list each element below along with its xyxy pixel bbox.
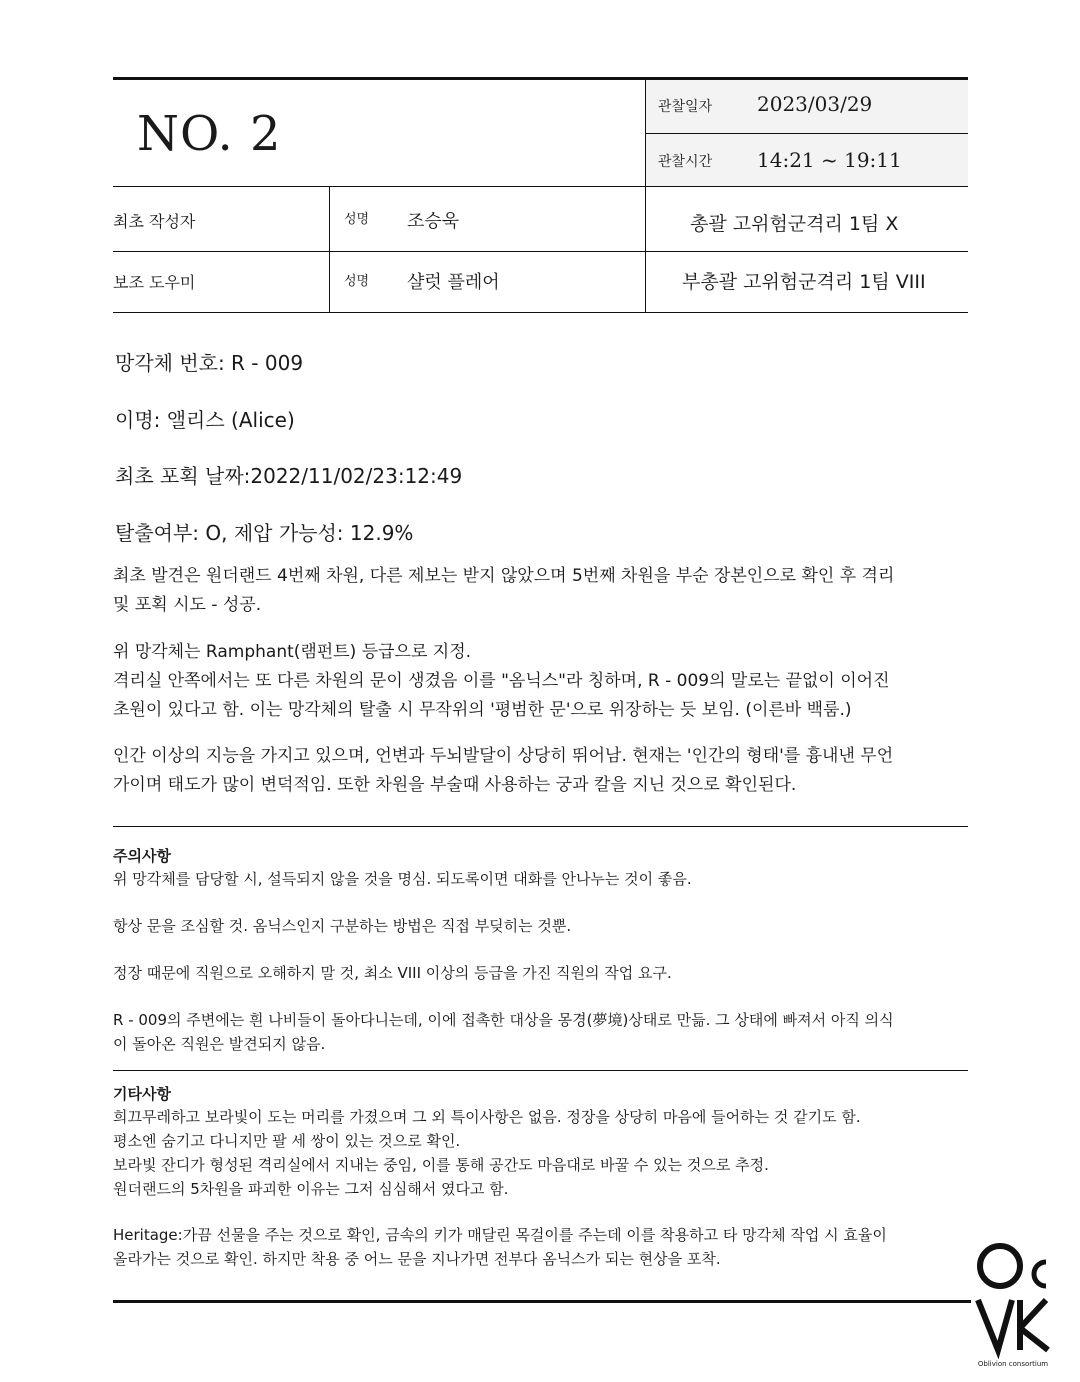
- text-line: 초원이 있다고 함. 이는 망각체의 탈출 시 무작위의 '평범한 문'으로 위장하는 듯 보임. (이른바 백룸.): [113, 700, 852, 720]
- observation-time: 14:21 ~ 19:11: [757, 148, 902, 172]
- text-line: 격리실 안쪽에서는 또 다른 차원의 문이 생겼음 이를 "옴닉스"라 칭하며, R - 009의 말로는 끝없이 이어진: [113, 671, 890, 691]
- staff-role: 최초 작성자: [113, 212, 196, 231]
- caution-line: 이 돌아온 직원은 발견되지 않음.: [113, 1035, 326, 1053]
- misc-line: 희끄무레하고 보라빛이 도는 머리를 가졌으며 그 외 특이사항은 없음. 정장을 상당히 마음에 들어하는 것 같기도 함.: [113, 1108, 861, 1126]
- text-line: 및 포획 시도 - 성공.: [113, 595, 262, 615]
- body-paragraph-1: [113, 562, 973, 620]
- logo-caption: Oblivion consortium: [977, 1360, 1049, 1368]
- text-line: 위 망각체는 Ramphant(램펀트) 등급으로 지정.: [113, 642, 472, 662]
- observation-date-label: 관찰일자: [658, 99, 713, 115]
- observation-date: 2023/03/29: [757, 92, 873, 116]
- body-paragraph-2: [113, 638, 973, 725]
- document-number: NO. 2: [137, 106, 282, 162]
- body-paragraph-3: [113, 742, 973, 800]
- misc-line: 평소엔 숨기고 다니지만 팔 세 쌍이 있는 것으로 확인.: [113, 1132, 461, 1150]
- staff-title: 총괄 고위험군격리 1팀 X: [690, 213, 899, 235]
- ocvk-logo-icon: [972, 1238, 1054, 1378]
- misc-rule: [113, 1070, 968, 1071]
- text-line: 가이며 태도가 많이 변덕적임. 또한 차원을 부술때 사용하는 궁과 칼을 지닌 것으로 확인된다.: [113, 775, 797, 795]
- subject-number: 망각체 번호: R - 009: [115, 351, 304, 375]
- caution-line: R - 009의 주변에는 흰 나비들이 돌아다니는데, 이에 접촉한 대상을 몽경(夢境)상태로 만듦. 그 상태에 빠져서 아직 의식: [113, 1011, 894, 1029]
- text-line: 최초 발견은 원더랜드 4번째 차원, 다른 제보는 받지 않았으며 5번째 차원을 부순 장본인으로 확인 후 격리: [113, 566, 895, 586]
- staff-role: 보조 도우미: [113, 273, 196, 292]
- staff-name: 샬럿 플레어: [407, 272, 500, 293]
- subject-capture-date: 최초 포획 날짜:2022/11/02/23:12:49: [115, 464, 463, 488]
- staff-title: 부총괄 고위험군격리 1팀 VIII: [682, 271, 926, 293]
- header-bottom-rule: [113, 186, 968, 187]
- text-line: 인간 이상의 지능을 가지고 있으며, 언변과 두뇌발달이 상당히 뛰어남. 현재는 '인간의 형태'를 흉내낸 무언: [113, 746, 894, 766]
- staff-divider: [329, 187, 330, 312]
- misc-line: 원더랜드의 5차원을 파괴한 이유는 그저 심심해서 였다고 함.: [113, 1180, 509, 1198]
- ocvk-logo-graphic: [972, 1238, 1054, 1378]
- staff-name-label: 성명: [344, 212, 370, 227]
- staff-divider-right: [645, 187, 646, 312]
- staff-bottom-rule: [113, 312, 968, 313]
- observation-time-label: 관찰시간: [658, 154, 713, 170]
- cautions-title: 주의사항: [113, 847, 171, 865]
- misc-line: 올라가는 것으로 확인. 하지만 착용 중 어느 문을 지나가면 전부다 옴닉스가 되는 현상을 포착.: [113, 1250, 721, 1268]
- staff-name-label: 성명: [344, 274, 370, 289]
- staff-name: 조승욱: [407, 211, 460, 232]
- misc-line: Heritage:가끔 선물을 주는 것으로 확인, 금속의 키가 매달린 목걸이를 주는데 이를 착용하고 타 망각체 작업 시 효율이: [113, 1226, 887, 1244]
- header-top-rule: [113, 77, 968, 80]
- footer-rule: [113, 1300, 971, 1303]
- caution-line: 정장 때문에 직원으로 오해하지 말 것, 최소 VIII 이상의 등급을 가진 직원의 작업 요구.: [113, 964, 672, 982]
- staff-row-rule: [113, 251, 968, 252]
- misc-title: 기타사항: [113, 1085, 171, 1103]
- header-inner-rule: [645, 133, 968, 134]
- caution-line: 위 망각체를 담당할 시, 설득되지 않을 것을 명심. 되도록이면 대화를 안나누는 것이 좋음.: [113, 870, 692, 888]
- caution-line: 항상 문을 조심할 것. 옴닉스인지 구분하는 방법은 직접 부딪히는 것뿐.: [113, 917, 572, 935]
- subject-escape: 탈출여부: O, 제압 가능성: 12.9%: [115, 521, 414, 545]
- subject-alias: 이명: 앨리스 (Alice): [115, 408, 295, 432]
- cautions-rule: [113, 826, 968, 827]
- misc-line: 보라빛 잔디가 형성된 격리실에서 지내는 중임, 이를 통해 공간도 마음대로 바꿀 수 있는 것으로 추정.: [113, 1156, 769, 1174]
